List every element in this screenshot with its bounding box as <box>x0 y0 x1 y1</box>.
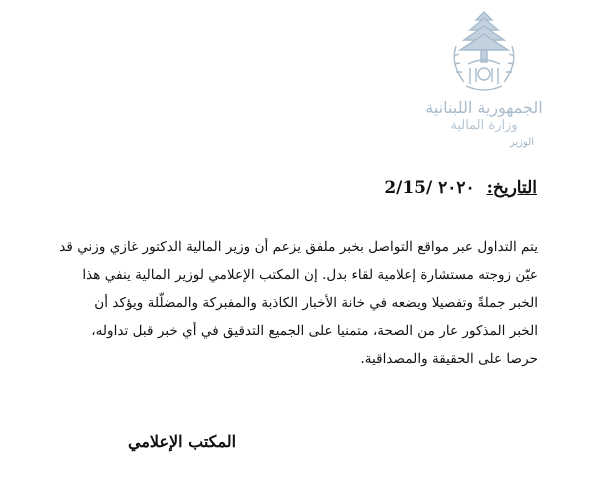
date-line <box>384 178 537 198</box>
body-line: عيّن زوجته مستشارة إعلامية لقاء بدل. إن المكتب الإعلامي لوزير المالية ينفي هذا <box>82 267 538 283</box>
date-value: 2/15/ ٢٠٢٠ <box>384 178 475 198</box>
date-label: التاريخ: <box>486 178 537 198</box>
letterhead-republic: الجمهورية اللبنانية <box>425 98 543 117</box>
signature: المكتب الإعلامي <box>128 432 237 451</box>
letterhead-ministry: وزارة المالية <box>450 118 518 133</box>
body-line: الخبر المذكور عار من الصحة، متمنيا على الجميع التدقيق في أي خبر قبل تداوله، <box>91 323 538 339</box>
body-line: يتم التداول عبر مواقع التواصل بخبر ملفق يزعم أن وزير المالية الدكتور غازي وزني قد <box>59 239 538 255</box>
body-line: الخبر جملةً وتفصيلا ويضعه في خانة الأخبار الكاذبة والمفبركة والمضلّلة ويؤكد أن <box>94 295 538 311</box>
letterhead <box>424 6 544 166</box>
statement-body <box>59 233 538 373</box>
letterhead-office: الوزير <box>509 137 534 148</box>
cedar-emblem-icon <box>446 6 522 98</box>
body-line: حرصا على الحقيقة والمصداقية. <box>360 351 538 367</box>
